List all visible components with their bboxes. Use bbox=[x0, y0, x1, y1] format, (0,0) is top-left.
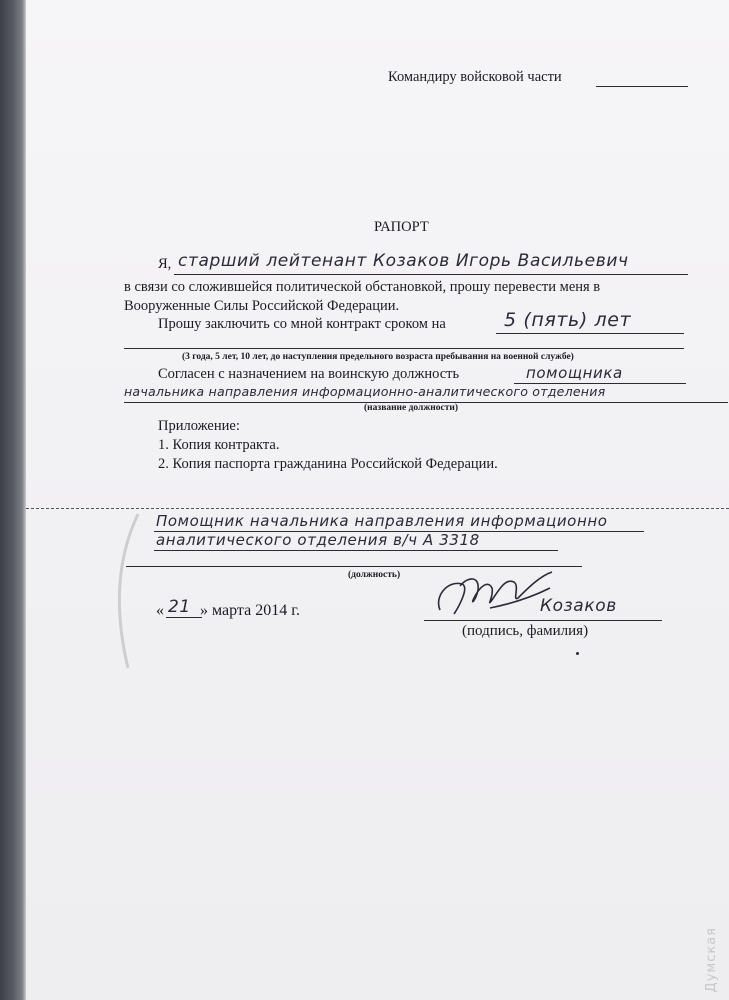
handwritten-position-title-2: аналитического отделения в/ч А 3318 bbox=[156, 531, 480, 549]
position-title-hint: (должность) bbox=[348, 570, 401, 580]
handwritten-position-title-1: Помощник начальника направления информационно bbox=[156, 512, 608, 530]
intro-pronoun: Я, bbox=[158, 256, 172, 272]
contract-text: Прошу заключить со мной контракт сроком на bbox=[158, 316, 446, 332]
handwritten-term: 5 (пять) лет bbox=[504, 309, 632, 331]
handwritten-position-2: начальника направления информационно-аналитического отделения bbox=[124, 384, 606, 399]
addressee-text: Командиру войсковой части bbox=[388, 69, 562, 85]
intro-line-3: Вооруженные Силы Российской Федерации. bbox=[124, 298, 400, 314]
position-hint: (название должности) bbox=[364, 403, 459, 413]
date-rest: » марта 2014 г. bbox=[200, 602, 300, 619]
term-line-2 bbox=[124, 348, 684, 349]
day-line bbox=[166, 617, 202, 618]
ink-dot bbox=[576, 652, 579, 655]
signature-name: Козаков bbox=[540, 596, 617, 616]
name-line bbox=[174, 274, 688, 275]
term-line bbox=[496, 333, 684, 334]
position-title-line-3 bbox=[126, 566, 582, 567]
unit-number-line bbox=[596, 86, 688, 87]
document-title: РАПОРТ bbox=[374, 219, 429, 235]
handwritten-day: 21 bbox=[168, 597, 191, 617]
attachment-item-1: 1. Копия контракта. bbox=[158, 437, 280, 453]
paste-smudge bbox=[106, 512, 146, 672]
scan-edge bbox=[0, 0, 26, 1000]
document-page bbox=[26, 0, 729, 1000]
attachment-item-2: 2. Копия паспорта гражданина Российской Федерации. bbox=[158, 456, 498, 472]
date-open-quote: « bbox=[156, 602, 164, 619]
signature-hint: (подпись, фамилия) bbox=[462, 623, 589, 639]
attachments-heading: Приложение: bbox=[158, 418, 240, 434]
handwritten-name: старший лейтенант Козаков Игорь Васильевич bbox=[178, 251, 629, 271]
handwritten-position-1: помощника bbox=[526, 364, 623, 382]
intro-line-2: в связи со сложившейся политической обстановкой, прошу перевести меня в bbox=[124, 279, 601, 295]
paste-seam bbox=[26, 508, 729, 509]
position-text: Согласен с назначением на воинскую должность bbox=[158, 366, 460, 382]
watermark: Думская bbox=[704, 926, 719, 992]
position-title-line-2 bbox=[154, 550, 558, 551]
signature-line bbox=[424, 620, 662, 621]
contract-hint: (3 года, 5 лет, 10 лет, до наступления предельного возраста пребывания на военной службе) bbox=[182, 352, 574, 362]
